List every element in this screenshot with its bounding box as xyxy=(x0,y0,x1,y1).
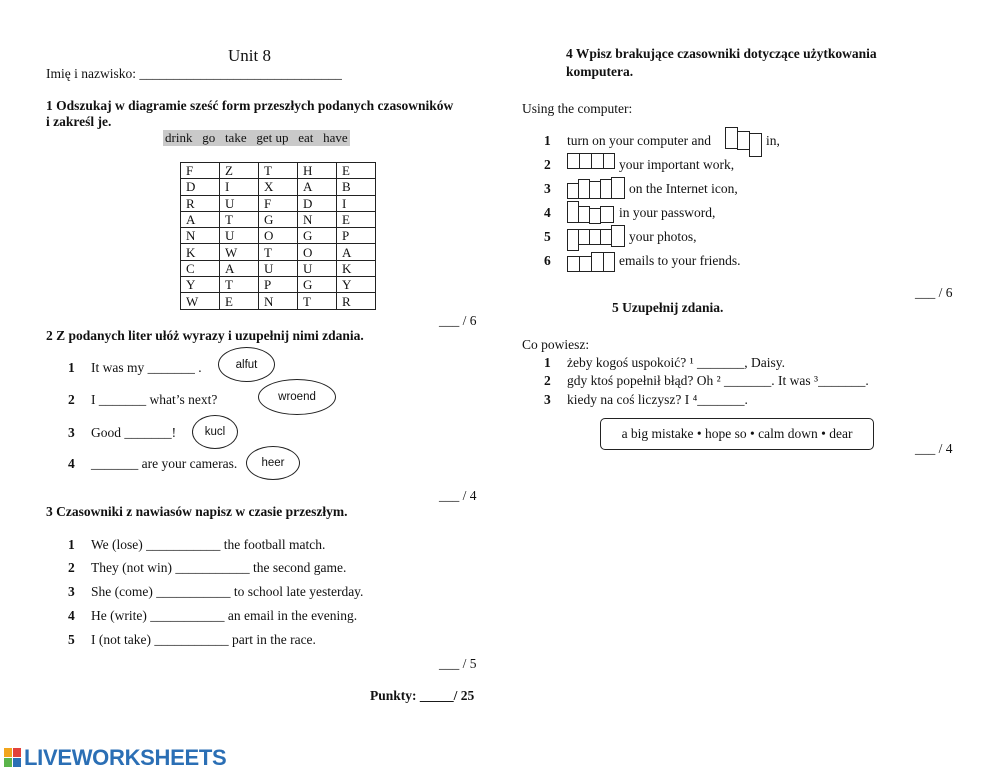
ex5-item-text: kiedy na coś liczysz? I ⁴_______. xyxy=(567,392,748,407)
grid-cell[interactable]: U xyxy=(220,228,259,244)
grid-row xyxy=(181,260,376,276)
grid-row xyxy=(181,293,376,309)
grid-cell[interactable]: K xyxy=(181,244,220,260)
total-points: Punkty: _____/ 25 xyxy=(370,688,475,703)
ex4-item-num: 2 xyxy=(544,157,551,172)
ex4-item-after: emails to your friends. xyxy=(619,253,741,268)
grid-cell[interactable]: W xyxy=(181,293,220,309)
grid-cell[interactable]: P xyxy=(259,277,298,293)
ex4-intro: Using the computer: xyxy=(522,101,633,116)
grid-cell[interactable]: T xyxy=(298,293,337,309)
ex4-item-after: in your password, xyxy=(619,205,716,220)
grid-cell[interactable]: N xyxy=(259,293,298,309)
ex3-item-text: He (write) ___________ an email in the evening. xyxy=(91,608,358,623)
grid-cell[interactable]: O xyxy=(259,228,298,244)
anagram-oval: heer xyxy=(246,446,300,480)
letter-box[interactable] xyxy=(603,252,615,272)
grid-cell[interactable]: U xyxy=(220,195,259,211)
grid-cell[interactable]: D xyxy=(298,195,337,211)
ex2-item-num: 4 xyxy=(68,456,75,471)
ex3-item-num: 2 xyxy=(68,560,75,575)
ex5-item-text: gdy ktoś popełnił błąd? Oh ² _______. It was ³_______. xyxy=(567,373,869,388)
ex2-item-text: Good _______! xyxy=(91,425,177,440)
ex5-item-num: 1 xyxy=(544,355,551,370)
grid-cell[interactable]: Z xyxy=(220,163,259,179)
anagram-oval: kucl xyxy=(192,415,238,449)
ex2-item-text: It was my _______ . xyxy=(91,360,202,375)
ex5-item-num: 3 xyxy=(544,392,551,407)
ex2-item-num: 1 xyxy=(68,360,75,375)
grid-row xyxy=(181,163,376,179)
grid-cell[interactable]: O xyxy=(298,244,337,260)
grid-row xyxy=(181,179,376,195)
ex3-item-text: They (not win) ___________ the second game. xyxy=(91,560,347,575)
ex4-item-after: your important work, xyxy=(619,157,735,172)
ex4-score: ___ / 6 xyxy=(915,285,953,300)
ex3-item-num: 1 xyxy=(68,537,75,552)
ex4-item-after: on the Internet icon, xyxy=(629,181,738,196)
ex3-item-num: 4 xyxy=(68,608,75,623)
ex4-instruction-1: 4 Wpisz brakujące czasowniki dotyczące użytkowania xyxy=(566,46,877,61)
grid-cell[interactable]: T xyxy=(259,163,298,179)
ex4-item-num: 6 xyxy=(544,253,551,268)
grid-cell[interactable]: I xyxy=(337,195,376,211)
ex2-item-num: 3 xyxy=(68,425,75,440)
ex4-item-num: 3 xyxy=(544,181,551,196)
grid-cell[interactable]: U xyxy=(259,260,298,276)
grid-cell[interactable]: B xyxy=(337,179,376,195)
liveworksheets-logo xyxy=(4,745,226,771)
ex5-score: ___ / 4 xyxy=(915,441,953,456)
grid-row xyxy=(181,277,376,293)
grid-row xyxy=(181,228,376,244)
ex4-item-num: 1 xyxy=(544,133,551,148)
anagram-oval: alfut xyxy=(218,347,275,382)
grid-cell[interactable]: E xyxy=(220,293,259,309)
letter-box[interactable] xyxy=(749,133,762,157)
grid-cell[interactable]: T xyxy=(259,244,298,260)
letter-box[interactable] xyxy=(600,206,614,223)
ex2-item-num: 2 xyxy=(68,392,75,407)
ex3-item-text: I (not take) ___________ part in the race. xyxy=(91,632,316,647)
ex1-score: ___ / 6 xyxy=(439,313,477,328)
ex5-item-text: żeby kogoś uspokoić? ¹ _______, Daisy. xyxy=(567,355,786,370)
grid-cell[interactable]: T xyxy=(220,277,259,293)
ex3-score: ___ / 5 xyxy=(439,656,477,671)
grid-cell[interactable]: R xyxy=(337,293,376,309)
ex4-item-after: in, xyxy=(766,133,780,148)
phrase-box: a big mistake • hope so • calm down • dear xyxy=(600,418,874,450)
ex4-item-before: turn on your computer and xyxy=(567,133,711,148)
grid-cell[interactable]: F xyxy=(181,163,220,179)
grid-row xyxy=(181,195,376,211)
word-search-grid xyxy=(180,162,376,310)
letter-box[interactable] xyxy=(603,153,615,169)
letter-box[interactable] xyxy=(611,177,625,199)
page-title: Unit 8 xyxy=(228,46,271,65)
ex4-item-num: 5 xyxy=(544,229,551,244)
grid-cell[interactable]: K xyxy=(337,260,376,276)
grid-cell[interactable]: R xyxy=(181,195,220,211)
grid-cell[interactable]: Y xyxy=(181,277,220,293)
grid-cell[interactable]: G xyxy=(259,211,298,227)
ex4-item-num: 4 xyxy=(544,205,551,220)
ex2-item-text: I _______ what’s next? xyxy=(91,392,218,407)
grid-row xyxy=(181,244,376,260)
ex2-score: ___ / 4 xyxy=(439,488,477,503)
grid-cell[interactable]: I xyxy=(220,179,259,195)
ex2-item-text: _______ are your cameras. xyxy=(91,456,238,471)
word-bank: drink go take get up eat have xyxy=(165,130,348,145)
grid-cell[interactable]: E xyxy=(337,211,376,227)
name-line: Imię i nazwisko: ______________________________ xyxy=(46,66,342,81)
grid-cell[interactable]: H xyxy=(298,163,337,179)
ex5-intro: Co powiesz: xyxy=(522,337,590,352)
ex3-item-num: 3 xyxy=(68,584,75,599)
grid-cell[interactable]: C xyxy=(181,260,220,276)
ex3-item-num: 5 xyxy=(68,632,75,647)
grid-cell[interactable]: A xyxy=(220,260,259,276)
ex1-instruction-2: i zakreśl je. xyxy=(46,114,112,129)
grid-cell[interactable]: U xyxy=(298,260,337,276)
logo-text: LIVEWORKSHEETS xyxy=(24,745,227,770)
ex4-item-after: your photos, xyxy=(629,229,697,244)
ex2-instruction: 2 Z podanych liter ułóż wyrazy i uzupełnij nimi zdania. xyxy=(46,328,364,343)
ex3-item-text: She (come) ___________ to school late yesterday. xyxy=(91,584,364,599)
anagram-oval: wroend xyxy=(258,379,336,415)
grid-cell[interactable]: G xyxy=(298,277,337,293)
grid-cell[interactable]: D xyxy=(181,179,220,195)
ex3-item-text: We (lose) ___________ the football match. xyxy=(91,537,326,552)
grid-cell[interactable]: E xyxy=(337,163,376,179)
ex5-instruction: 5 Uzupełnij zdania. xyxy=(612,300,724,315)
grid-cell[interactable]: T xyxy=(220,211,259,227)
letter-box[interactable] xyxy=(611,225,625,247)
grid-cell[interactable]: F xyxy=(259,195,298,211)
grid-cell[interactable]: N xyxy=(181,228,220,244)
grid-cell[interactable]: A xyxy=(181,211,220,227)
grid-cell[interactable]: A xyxy=(298,179,337,195)
grid-cell[interactable]: Y xyxy=(337,277,376,293)
grid-cell[interactable]: P xyxy=(337,228,376,244)
ex3-instruction: 3 Czasowniki z nawiasów napisz w czasie przeszłym. xyxy=(46,504,348,519)
ex1-instruction-1: 1 Odszukaj w diagramie sześć form przeszłych podanych czasowników xyxy=(46,98,454,113)
ex4-instruction-2: komputera. xyxy=(566,64,634,79)
logo-mark-icon xyxy=(4,748,22,768)
grid-cell[interactable]: W xyxy=(220,244,259,260)
grid-row xyxy=(181,211,376,227)
grid-cell[interactable]: X xyxy=(259,179,298,195)
ex5-item-num: 2 xyxy=(544,373,551,388)
grid-cell[interactable]: G xyxy=(298,228,337,244)
grid-cell[interactable]: A xyxy=(337,244,376,260)
grid-cell[interactable]: N xyxy=(298,211,337,227)
